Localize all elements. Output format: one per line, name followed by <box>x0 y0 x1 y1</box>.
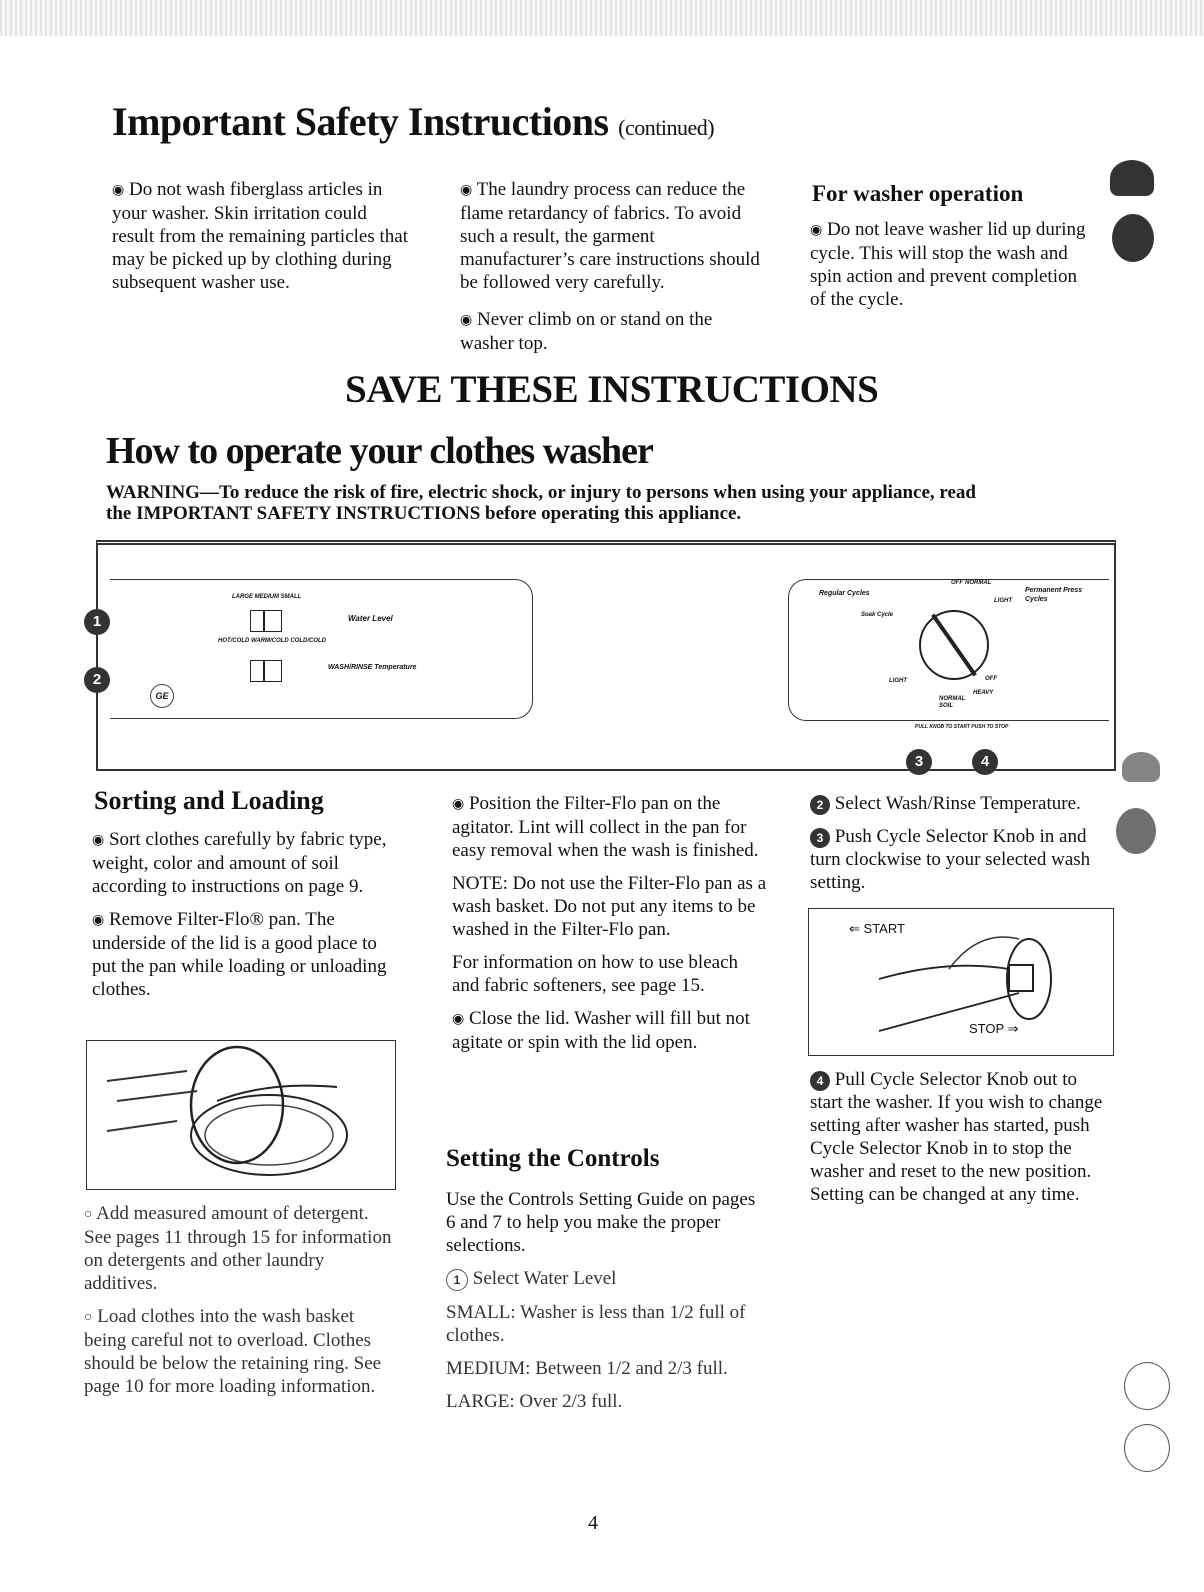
water-level-switch-icon <box>250 610 282 632</box>
off-label-2: OFF <box>985 676 997 682</box>
step-3 <box>810 825 1110 894</box>
filter-flo-text: Position the Filter-Flo pan on the agitator. Lint will collect in the pan for easy removal when the wash is finished. <box>452 793 759 861</box>
howto-title: How to operate your clothes washer <box>106 430 653 472</box>
marker-2 <box>84 667 110 693</box>
water-size-labels: LARGE MEDIUM SMALL <box>232 594 302 600</box>
bullet-icon: ◉ <box>460 313 473 328</box>
setting-text: Use the Controls Setting Guide on pages 6 and 7 to help you make the proper selections. <box>446 1189 756 1256</box>
bullet-icon: ○ <box>84 1207 93 1222</box>
remove-pan-text: Remove Filter-Flo® pan. The underside of the lid is a good place to put the pan while loading or unloading clothes. <box>92 909 387 1000</box>
stop-label <box>969 1021 1018 1037</box>
step-2-text: Select Wash/Rinse Temperature. <box>834 793 1081 814</box>
binder-hole-icon-2 <box>1124 1424 1170 1472</box>
index-tab-icon-3 <box>1122 752 1160 782</box>
regular-cycles-label: Regular Cycles <box>819 590 870 597</box>
knob-illustration <box>808 908 1114 1056</box>
safety-col-2 <box>460 178 760 365</box>
flame-retardancy-warning: The laundry process can reduce the flame retardancy of fabrics. To avoid such a result, the garment manufacturer’s care instructions should be followed very carefully. <box>460 179 760 293</box>
large-level: LARGE: Over 2/3 full. <box>446 1391 623 1412</box>
bullet-icon: ◉ <box>810 223 823 238</box>
washer-lid-drawing <box>87 1041 395 1189</box>
filter-flo-note: NOTE: Do not use the Filter-Flo pan as a wash basket. Do not put any items to be washed in the Filter-Flo pan. <box>452 873 767 940</box>
bullet-icon: ◉ <box>452 1012 465 1027</box>
medium-level: MEDIUM: Between 1/2 and 2/3 full. <box>446 1358 728 1379</box>
temperature-switch-icon <box>250 660 282 682</box>
step-1-text: Select Water Level <box>472 1268 617 1289</box>
start-arrow-icon: ⇐ <box>849 921 860 936</box>
normal-label: NORMAL <box>965 580 992 586</box>
right-col-top <box>810 792 1110 904</box>
light-label-2: LIGHT <box>889 678 907 684</box>
off-label: OFF <box>951 580 963 586</box>
page-number: 4 <box>588 1512 598 1534</box>
index-tab-icon-4 <box>1116 808 1156 854</box>
index-tab-icon-2 <box>1112 214 1154 262</box>
small-level: SMALL: Washer is less than 1/2 full of clothes. <box>446 1302 746 1346</box>
wash-rinse-label: WASH/RINSE <box>328 664 373 671</box>
step-3-num: 3 <box>810 828 830 848</box>
temperature-word: Temperature <box>374 664 417 671</box>
control-panel-illustration <box>92 540 1116 771</box>
marker-4-text: 4 <box>980 753 990 770</box>
marker-3 <box>906 749 932 775</box>
bullet-icon: ◉ <box>460 183 473 198</box>
sort-text: Sort clothes carefully by fabric type, weight, color and amount of soil according to instructions on page 9. <box>92 829 387 897</box>
load-clothes-text: Load clothes into the wash basket being careful not to overload. Clothes should be below the retaining ring. See page 10 for more loading information. <box>84 1306 382 1397</box>
safety-title <box>112 98 714 145</box>
continued-label: (continued) <box>618 115 715 140</box>
climb-warning: Never climb on or stand on the washer top. <box>460 309 713 354</box>
bullet-icon: ○ <box>84 1310 93 1325</box>
soak-cycle-label: Soak Cycle <box>861 612 894 618</box>
start-text: START <box>863 921 905 936</box>
step-4-text: Pull Cycle Selector Knob out to start the washer. If you wish to change setting after washer has started, push Cycle Selector Knob in to stop the washer and reset to the new position. Setting can be changed at any time. <box>810 1069 1103 1205</box>
bullet-icon: ◉ <box>112 183 125 198</box>
heavy-label: HEAVY <box>973 690 994 696</box>
setting-controls-heading: Setting the Controls <box>446 1145 660 1172</box>
light-label: LIGHT <box>994 598 1012 604</box>
pull-push-label: PULL KNOB TO START PUSH TO STOP <box>915 724 1009 730</box>
bullet-icon: ◉ <box>92 833 105 848</box>
step-4-num: 4 <box>810 1071 830 1091</box>
sorting-heading: Sorting and Loading <box>94 786 324 815</box>
ge-logo-text: GE <box>155 691 169 701</box>
bleach-info: For information on how to use bleach and fabric softeners, see page 15. <box>452 952 739 996</box>
step-1 <box>446 1267 764 1291</box>
temp-labels: HOT/COLD WARM/COLD COLD/COLD <box>218 638 326 644</box>
temperature-label <box>328 664 416 671</box>
left-console <box>110 579 533 719</box>
normal-soil-label: NORMAL SOIL <box>939 696 966 709</box>
marker-2-text: 2 <box>92 671 102 688</box>
step-2-num: 2 <box>810 795 830 815</box>
close-lid-text: Close the lid. Washer will fill but not agitate or spin with the lid open. <box>452 1008 750 1053</box>
lid-warning: Do not leave washer lid up during cycle. This will stop the wash and spin action and prevent completion of the cycle. <box>810 219 1086 310</box>
binder-hole-icon <box>1124 1362 1170 1410</box>
water-level-label: Water Level <box>348 614 393 623</box>
safety-title-text: Important Safety Instructions <box>112 99 609 144</box>
save-instructions-banner: SAVE THESE INSTRUCTIONS <box>345 368 879 411</box>
scan-top-band <box>0 0 1204 36</box>
detergent-text: Add measured amount of detergent. See pages 11 through 15 for information on detergents and other laundry additives. <box>84 1203 392 1294</box>
safety-col-1 <box>112 178 412 304</box>
sorting-col-top <box>92 828 397 1011</box>
stop-text: STOP <box>969 1021 1004 1036</box>
step-4 <box>810 1068 1110 1206</box>
loading-illustration <box>86 1040 396 1190</box>
marker-3-text: 3 <box>914 753 924 770</box>
safety-col-3 <box>810 218 1095 321</box>
marker-1 <box>84 609 110 635</box>
cycle-knob-icon <box>919 610 989 680</box>
step-2 <box>810 792 1110 815</box>
step-1-num: 1 <box>446 1269 468 1291</box>
middle-col <box>452 792 770 1064</box>
bullet-icon: ◉ <box>452 797 465 812</box>
setting-controls-col <box>446 1188 764 1423</box>
fiberglass-warning: Do not wash fiberglass articles in your washer. Skin irritation could result from the remaining particles that may be picked up by clothing during subsequent washer use. <box>112 179 408 293</box>
permanent-press-label: Permanent Press Cycles <box>1025 587 1083 603</box>
sorting-col-bottom <box>84 1202 399 1408</box>
right-col-bottom <box>810 1068 1110 1216</box>
stop-arrow-icon: ⇒ <box>1007 1021 1019 1036</box>
step-3-text: Push Cycle Selector Knob in and turn clockwise to your selected wash setting. <box>810 826 1091 893</box>
warning-text: WARNING—To reduce the risk of fire, electric shock, or injury to persons when using your appliance, read the IMPORTANT SAFETY INSTRUCTIONS before operating this appliance. <box>106 482 976 524</box>
ge-logo <box>150 684 174 708</box>
washer-operation-heading: For washer operation <box>812 181 1024 206</box>
index-tab-icon <box>1110 160 1154 196</box>
marker-4 <box>972 749 998 775</box>
bullet-icon: ◉ <box>92 913 105 928</box>
marker-1-text: 1 <box>92 613 102 630</box>
right-console <box>788 579 1109 730</box>
